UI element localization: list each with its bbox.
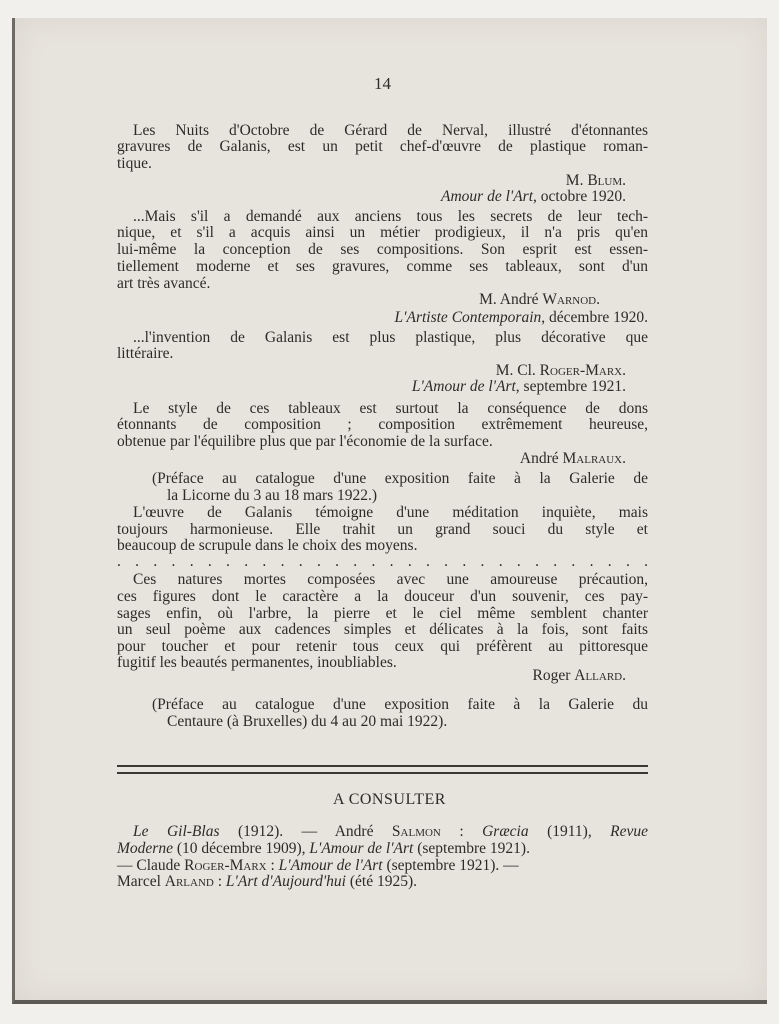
page-number: 14 (374, 74, 391, 93)
quote-line: toujours harmonieuse. Elle trahit un grand souci du style et (117, 521, 648, 538)
quote-line: ...Mais s'il a demandé aux anciens tous les secrets de leur tech- (133, 208, 648, 225)
quote-line: nique, et s'il a acquis ainsi un métier prodigieux, il n'a pris qu'en (117, 224, 648, 241)
ref-title: Revue (610, 823, 649, 840)
author-surname: Warnod. (542, 291, 600, 308)
ref-title: L'Art d'Aujourd'hui (225, 873, 346, 890)
ref-title: Le Gil-Blas (133, 823, 220, 840)
attribution-source (441, 188, 626, 206)
ellipsis-separator: . . . . . . . . . . . . . . . . . . . . . . . . . . . . . . (117, 553, 648, 570)
attribution-author (479, 291, 600, 309)
quote-line: beaucoup de scrupule dans le choix des moyens. (117, 537, 418, 554)
ref-text: (1912). — André (219, 823, 392, 840)
quote-line: Les Nuits d'Octobre de Gérard de Nerval, illustré d'étonnantes (133, 122, 648, 139)
source-title: Amour de l'Art (441, 188, 534, 205)
author-surname: Blum. (587, 172, 626, 189)
quote-line: gravures de Galanis, est un petit chef-d'œuvre de plastique roman- (117, 138, 648, 155)
ref-author: Arland (164, 873, 214, 890)
author-surname: Roger-Marx. (539, 362, 626, 379)
ref-author: Salmon (391, 823, 441, 840)
ref-text: (10 décembre 1909), (172, 840, 310, 857)
source-date: , décembre 1920. (541, 309, 648, 326)
quote-line: tiellement moderne et ses gravures, comme ses tableaux, sont d'un (117, 258, 648, 275)
quote-line: pour toucher et pour retenir tous ceux qui préfèrent au pittoresque (117, 638, 648, 655)
ref-author: Roger-Marx (184, 857, 267, 874)
source-title: L'Amour de l'Art (411, 378, 516, 395)
quote-line: sages enfin, où l'arbre, la pierre et le ciel même semblent chanter (117, 605, 648, 622)
quote-line: un seul poème aux cadences simples et délicates à la fois, sont faits (117, 621, 648, 638)
quote-line: Le style de ces tableaux est surtout la conséquence de dons (133, 400, 648, 417)
divider-rule (117, 772, 648, 774)
author-prefix: M. André (479, 291, 539, 308)
section-heading: A CONSULTER (333, 791, 446, 808)
preface-note: la Licorne du 3 au 18 mars 1922.) (167, 487, 378, 504)
preface-note: Centaure (à Bruxelles) du 4 au 20 mai 1922). (167, 713, 448, 730)
reference-line (117, 873, 417, 891)
ref-text: : (213, 873, 226, 890)
ref-text: (1911), (528, 823, 611, 840)
quote-line: Ces natures mortes composées avec une amoureuse précaution, (133, 571, 648, 588)
quote-line: L'œuvre de Galanis témoigne d'une méditation inquiète, mais (133, 504, 648, 521)
preface-note: (Préface au catalogue d'une exposition faite à la Galerie de (152, 470, 648, 487)
attribution-author (520, 450, 626, 468)
ref-title: L'Amour de l'Art (278, 857, 383, 874)
attribution-source (395, 309, 648, 327)
author-prefix: André (519, 450, 559, 467)
source-date: , octobre 1920. (533, 188, 626, 205)
author-prefix: Roger (532, 667, 571, 684)
quote-line: lui-même la conception de ses compositions. Son esprit est essen- (117, 241, 648, 258)
ref-title: L'Amour de l'Art (309, 840, 414, 857)
ref-text: : (440, 823, 483, 840)
quote-line: littéraire. (117, 345, 174, 362)
attribution-source (412, 378, 626, 396)
ref-text: : (266, 857, 279, 874)
attribution-author (533, 667, 627, 685)
divider-rule (117, 765, 648, 767)
quote-line: tique. (117, 155, 152, 172)
ref-title: Moderne (117, 840, 173, 857)
quote-line: ces figures dont le caractère a la douceur d'un souvenir, ces pay- (117, 588, 648, 605)
quote-line: ...l'invention de Galanis est plus plastique, plus décorative que (133, 329, 648, 346)
ref-text: (septembre 1921). — (382, 857, 519, 874)
ref-text: — Claude (117, 857, 185, 874)
ref-title: Græcia (482, 823, 529, 840)
reference-line (117, 840, 530, 858)
source-title: L'Artiste Contemporain (394, 309, 542, 326)
author-surname: Malraux. (562, 450, 626, 467)
ref-text: (septembre 1921). (413, 840, 530, 857)
author-surname: Allard. (574, 667, 626, 684)
quote-line: étonnants de composition ; composition extrêmement heureuse, (117, 416, 648, 433)
author-prefix: M. (565, 172, 584, 189)
quote-line: fugitif les beautés permanentes, inoubliables. (117, 654, 397, 671)
quote-line: art très avancé. (117, 275, 211, 292)
reference-line (133, 823, 648, 841)
ref-text: Marcel (117, 873, 165, 890)
ref-text: (été 1925). (345, 873, 417, 890)
author-prefix: M. Cl. (495, 362, 536, 379)
source-date: , septembre 1921. (515, 378, 626, 395)
preface-note: (Préface au catalogue d'une exposition faite à la Galerie du (152, 696, 648, 713)
quote-line: obtenue par l'équilibre plus que par l'économie de la surface. (117, 433, 493, 450)
